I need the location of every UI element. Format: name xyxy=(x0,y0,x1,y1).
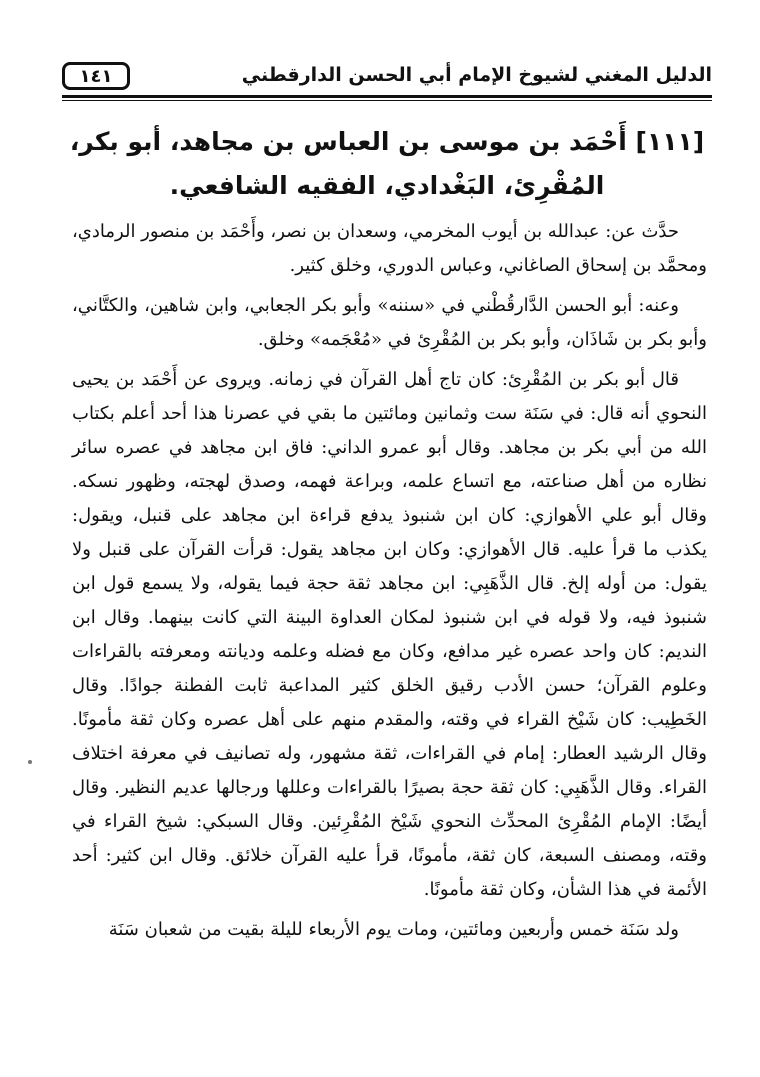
entry-heading: [١١١] أَحْمَد بن موسى بن العباس بن مجاهد، أبو بكر، المُقْرِئ، البَغْدادي، الفقيه الشافعي. xyxy=(69,127,705,200)
paragraph-teachers: حدَّث عن: عبدالله بن أيوب المخرمي، وسعدان بن نصر، وأَحْمَد بن منصور الرمادي، ومحمَّد بن إسحاق الصاغاني، وعباس الدوري، وخلق كثير. xyxy=(72,221,707,276)
entry-body xyxy=(72,215,707,953)
paragraph-praise: قال أبو بكر بن المُقْرِئ: كان تاج أهل القرآن في زمانه. ويروى عن أَحْمَد بن يحيى النحوي أنه قال: في سَنَة ست وثمانين ومائتين ما بقي في عصرنا هذا أحد أعلم بكتاب الله من أبي بكر بن مجاهد. وقال أبو عمرو الداني: فاق ابن مجاهد في عصره سائر نظاره من أهل صناعته، مع اتساع علمه، وبراعة فهمه، وصدق لهجته، وظهور نسكه. وقال أبو علي الأهوازي: كان ابن شنبوذ يدفع قراءة ابن مجاهد على قنبل، ويقول: يكذب ما قرأ عليه. قال الأهوازي: وكان ابن مجاهد يقول: قرأت القرآن على قنبل ولا يقول: من أوله إلخ. قال الذَّهَبِي: ابن مجاهد ثقة حجة فيما يقوله، ولا يسمع قول ابن شنبوذ فيه، ولا قوله في ابن شنبوذ لمكان العداوة البينة التي كانت بينهما. وقال ابن النديم: كان واحد عصره غير مدافع، وكان مع فضله وعلمه وديانته ومعرفته بالقراءات وعلوم القرآن؛ حسن الأدب رقيق الخلق كثير المداعبة ثابت الفطنة جوادًا. وقال الخَطِيب: كان شَيْخ القراء في وقته، والمقدم منهم على أهل عصره وكان ثقة مأمونًا. وقال الرشيد العطار: إمام في القراءات، ثقة مشهور، وله تصانيف في معرفة اختلاف القراء. وقال الذَّهَبِي: كان ثقة حجة بصيرًا بالقراءات وعللها ورجالها عديم النظير. وقال أيضًا: الإمام المُقْرِئ المحدِّث النحوي شَيْخ المُقْرِئين. وقال السبكي: شيخ القراء في وقته، ومصنف السبعة، كان ثقة، مأمونًا، قرأ عليه القرآن خلائق. وقال ابن كثير: أحد الأئمة في هذا الشأن، وكان ثقة مأمونًا. xyxy=(72,369,707,900)
page-header xyxy=(62,58,712,98)
paragraph-birth-death: ولد سَنَة خمس وأربعين ومائتين، ومات يوم الأربعاء لليلة بقيت من شعبان سَنَة xyxy=(108,919,679,940)
paragraph-students: وعنه: أبو الحسن الدَّارقُطْني في «سننه» وأبو بكر الجعابي، وابن شاهين، والكتَّاني، وأبو بكر بن شَاذَان، وأبو بكر بن المُقْرِئ في «مُعْجَمه» وخلق. xyxy=(72,295,707,350)
running-title: الدليل المغني لشيوخ الإمام أبي الحسن الدارقطني xyxy=(241,64,712,86)
margin-mark xyxy=(28,760,32,764)
page-number: ١٤١ xyxy=(62,62,130,90)
header-rule xyxy=(62,95,712,101)
